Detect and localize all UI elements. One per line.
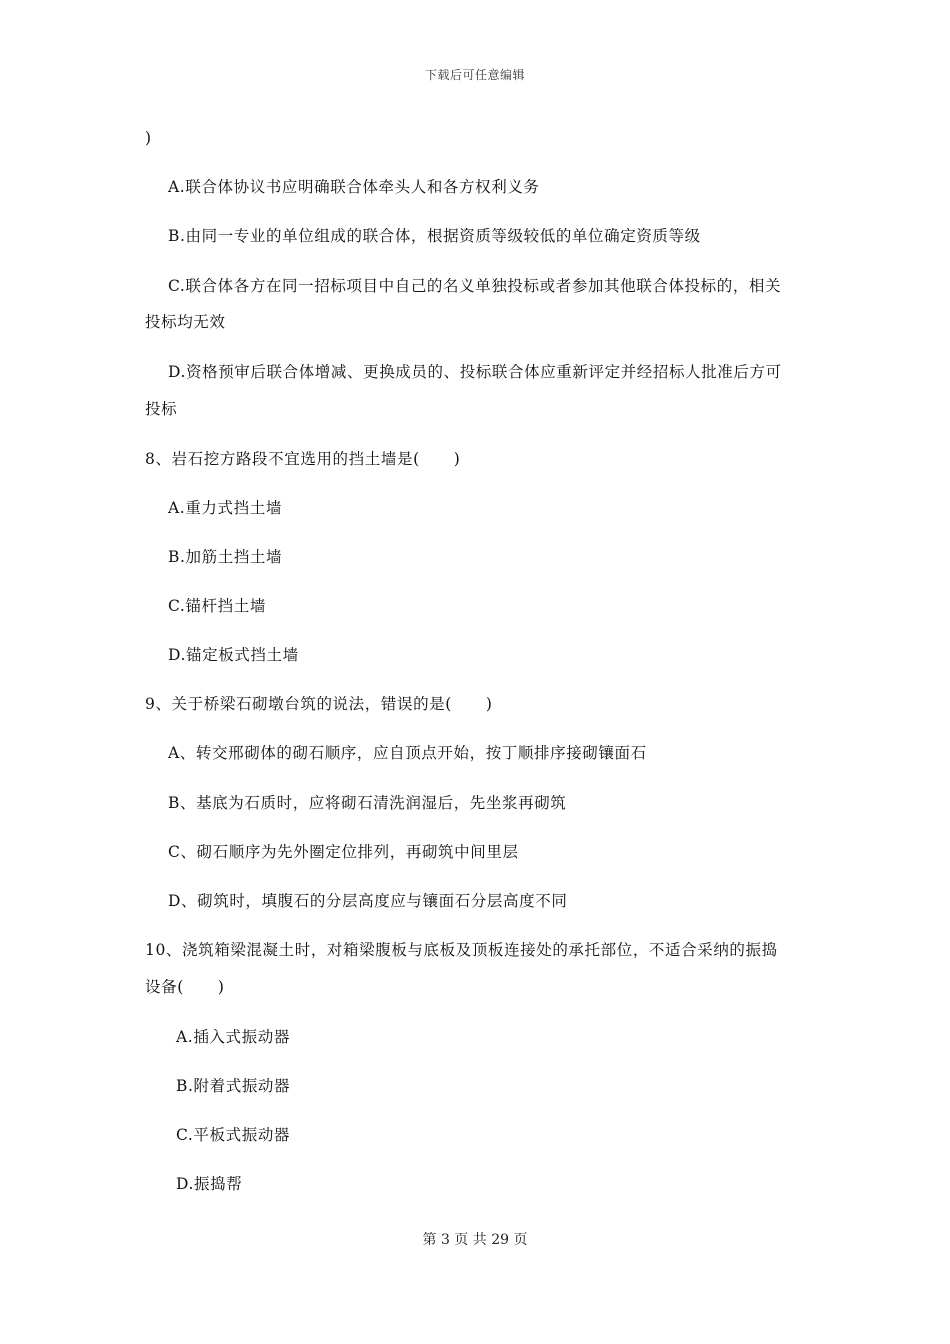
question-10-option-d: D.振捣帮 (176, 1175, 243, 1193)
question-9-option-a: A、转交邢砌体的砌石顺序，应自顶点开始，按丁顺排序接砌镶面石 (168, 744, 647, 762)
question-8-option-a: A.重力式挡土墙 (168, 499, 282, 517)
page-header: 下载后可任意编辑 (424, 68, 525, 82)
prev-option-c: C.联合体各方在同一招标项目中自己的名义单独投标或者参加其他联合体投标的，相关 (168, 277, 782, 295)
question-10-option-b: B.附着式振动器 (176, 1077, 291, 1095)
question-10-option-a: A.插入式振动器 (176, 1028, 290, 1046)
question-9-stem-close: ) (485, 695, 493, 713)
prev-option-c-cont: 投标均无效 (145, 313, 226, 331)
prev-question-tail: ) (145, 129, 152, 147)
question-9-option-d: D、砌筑时，填腹石的分层高度应与镶面石分层高度不同 (168, 892, 568, 910)
question-9-stem-text: 9、关于桥梁石砌墩台筑的说法，错误的是( (145, 695, 452, 713)
question-10-stem-line2 (145, 977, 225, 997)
question-9-option-b: B、基底为石质时，应将砌石清洗润湿后，先坐浆再砌筑 (168, 794, 567, 812)
prev-option-b: B.由同一专业的单位组成的联合体，根据资质等级较低的单位确定资质等级 (168, 227, 701, 245)
question-9-option-c: C、砌石顺序为先外圈定位排列，再砌筑中间里层 (168, 843, 519, 861)
question-10-option-c: C.平板式振动器 (176, 1126, 291, 1144)
question-8-stem-text: 8、岩石挖方路段不宜选用的挡土墙是( (145, 450, 420, 468)
page-footer: 第 3 页 共 29 页 (422, 1232, 528, 1248)
prev-option-d: D.资格预审后联合体增减、更换成员的、投标联合体应重新评定并经招标人批准后方可 (168, 363, 782, 381)
prev-option-d-cont: 投标 (145, 400, 178, 418)
question-10-stem-line1: 10、浇筑箱梁混凝土时，对箱梁腹板与底板及顶板连接处的承托部位，不适合采纳的振捣 (145, 941, 778, 959)
question-10-stem-close: ) (217, 978, 225, 996)
question-10-stem-text: 设备( (145, 978, 184, 996)
question-8-stem-close: ) (453, 450, 461, 468)
question-8-stem (145, 449, 460, 469)
question-8-option-b: B.加筋土挡土墙 (168, 548, 283, 566)
question-8-option-d: D.锚定板式挡土墙 (168, 646, 299, 664)
question-8-option-c: C.锚杆挡土墙 (168, 597, 266, 615)
prev-option-a: A.联合体协议书应明确联合体牵头人和各方权利义务 (168, 178, 540, 196)
question-9-stem (145, 694, 493, 714)
